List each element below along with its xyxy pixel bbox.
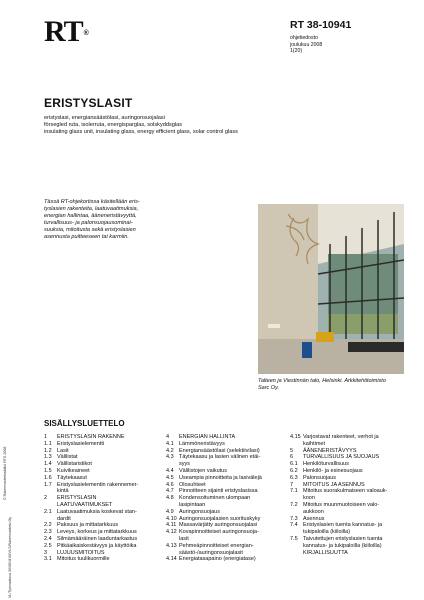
toc-entry-text: dardit xyxy=(57,515,71,522)
toc-entry[interactable] xyxy=(290,543,408,550)
toc-entry-text: Useampia pinnoitteita ja lasivälejä xyxy=(179,474,262,481)
toc-entry-text: Pehmeäpinnoitteiset energian- xyxy=(179,542,254,549)
toc-entry-text: Mitoitus tuulikuormille xyxy=(57,556,110,563)
toc-entry-text: Eristyslasien tuenta kannatus- ja xyxy=(303,522,383,529)
toc-entry-number: 1.3 xyxy=(44,454,52,461)
building-interior-photo xyxy=(258,204,404,374)
toc-entry-number: 1.2 xyxy=(44,447,52,454)
toc-entry[interactable] xyxy=(166,516,284,523)
subtitle-swedish: försegled ruta, isolerruta, energisparglas, solskyddsglas xyxy=(44,122,183,129)
toc-entry-number xyxy=(166,502,179,509)
toc-entry[interactable] xyxy=(290,468,408,475)
toc-entry-text: Eristyslasielementti xyxy=(57,440,105,447)
toc-entry-text: Täytekaasut xyxy=(57,474,87,481)
toc-column-1 xyxy=(44,434,162,563)
intro-line: Tässä RT-ohjekortissa käsitellään eris- xyxy=(44,199,140,205)
toc-entry-number: 4.3 xyxy=(166,454,174,461)
toc-entry-number: 4 xyxy=(166,434,170,440)
toc-entry-number: 5 xyxy=(290,447,294,454)
toc-entry-number: 6 xyxy=(290,454,294,461)
toc-entry-number xyxy=(44,502,57,509)
toc-entry-text: LAATUVAATIMUKSET xyxy=(57,501,113,508)
toc-entry-text: Auringonsuojaus xyxy=(179,508,220,515)
toc-entry-number xyxy=(166,536,179,543)
toc-entry-number: 2.2 xyxy=(44,522,52,529)
toc-entry-text: kannatus- ja tukipaloilla (kiiloilla) xyxy=(303,542,382,549)
toc-entry-text: Pitkäaikaiskestävyys ja käyttöika xyxy=(57,542,137,549)
toc-entry[interactable] xyxy=(166,441,284,448)
toc-entry[interactable] xyxy=(44,434,162,441)
intro-line: tyslasien rakenteita, laatuvaatimuksia, xyxy=(44,206,139,213)
toc-entry[interactable] xyxy=(290,441,408,448)
toc-entry[interactable] xyxy=(44,454,162,461)
toc-entry[interactable] xyxy=(44,550,162,557)
photo-caption xyxy=(258,378,398,392)
toc-entry-text: Laatuvaatimuksia koskevat stan- xyxy=(57,508,137,515)
toc-entry[interactable] xyxy=(290,502,408,509)
toc-entry-text: säästö-/auringonsuojalasit xyxy=(179,549,243,556)
toc-entry-text: Kovapinnoitteiset auringonsuoja- xyxy=(179,529,259,536)
toc-entry-text: ERISTYSLASIN xyxy=(57,495,97,502)
toc-entry-number xyxy=(290,495,303,502)
toc-entry[interactable] xyxy=(166,434,284,441)
toc-entry[interactable] xyxy=(166,550,284,557)
toc-entry[interactable] xyxy=(166,475,284,482)
toc-entry[interactable] xyxy=(290,516,408,523)
toc-entry[interactable] xyxy=(290,529,408,536)
toc-entry[interactable] xyxy=(166,556,284,563)
toc-entry-text: lasipintaan xyxy=(179,501,206,508)
toc-entry-number: 6.2 xyxy=(290,467,298,474)
toc-entry[interactable] xyxy=(166,543,284,550)
toc-entry-text: Taivutettujen eristyslasien tuenta xyxy=(303,535,383,542)
toc-entry-number xyxy=(290,529,303,536)
toc-entry[interactable] xyxy=(44,529,162,536)
intro-line: energian hallintaa, ääneneristävyyttä, xyxy=(44,213,137,220)
meta-type: ohjetiedosto xyxy=(290,35,318,41)
toc-entry[interactable] xyxy=(166,482,284,489)
toc-entry[interactable] xyxy=(290,454,408,461)
toc-entry-text: Kuivikeaineet xyxy=(57,467,90,474)
toc-entry-number: 4.15 xyxy=(290,434,301,440)
toc-entry[interactable] xyxy=(290,448,408,455)
toc-entry-text: kaihtimet xyxy=(303,440,326,447)
toc-entry-number: 1 xyxy=(44,434,48,440)
toc-entry-number: 6.1 xyxy=(290,461,298,468)
subtitle-english: insulating glass unit, insulating glass, energy efficient glass, solar control glass xyxy=(44,129,238,136)
toc-entry[interactable] xyxy=(166,536,284,543)
toc-entry-text: KIRJALLISUUTTA xyxy=(303,549,348,556)
intro-paragraph xyxy=(44,199,166,242)
toc-entry[interactable] xyxy=(166,495,284,502)
toc-entry-number: 6.3 xyxy=(290,474,298,481)
toc-entry[interactable] xyxy=(290,482,408,489)
toc-entry-number: 1.5 xyxy=(44,467,52,474)
toc-entry-text: Henkilö- ja esinesuojaus xyxy=(303,467,363,474)
toc-entry-number: 4.12 xyxy=(166,529,177,536)
toc-entry[interactable] xyxy=(166,461,284,468)
toc-entry-number: 7.1 xyxy=(290,488,298,495)
toc-entry-number: 4.10 xyxy=(166,515,177,522)
toc-entry-number: 7.3 xyxy=(290,515,298,522)
page-title: ERISTYSLASIT xyxy=(44,96,133,110)
toc-entry-text: tukipaloilla (kiiloilla) xyxy=(303,529,351,536)
toc-entry-text: Varjostavat rakenteet, verhot ja xyxy=(303,434,379,440)
toc-entry-text: Palonsuojaus xyxy=(303,474,337,481)
toc-entry-text: Paksuus ja mittatarkkuus xyxy=(57,522,119,529)
toc-entry-number: 7 xyxy=(290,481,294,488)
toc-entry[interactable] xyxy=(166,509,284,516)
toc-entry[interactable] xyxy=(44,502,162,509)
toc-entry-text: Massavärjätty auringonsuojalasi xyxy=(179,522,258,529)
toc-entry-number: 4.13 xyxy=(166,542,177,549)
toc-entry-number: 2.4 xyxy=(44,535,52,542)
toc-entry[interactable] xyxy=(166,454,284,461)
meta-date: joulukuu 2008 xyxy=(290,41,323,48)
toc-entry[interactable] xyxy=(44,441,162,448)
toc-entry-number: 4.14 xyxy=(166,556,177,563)
toc-entry-number: 4.1 xyxy=(166,440,174,447)
toc-entry-number xyxy=(166,550,179,557)
caption-line: Sarc Oy. xyxy=(258,385,279,391)
toc-entry[interactable] xyxy=(290,536,408,543)
toc-entry-text: Kondensoituminen ulompaan xyxy=(179,495,251,502)
toc-entry-text: Silmämääräinen laaduntarkastus xyxy=(57,535,138,542)
toc-entry-text: Olosuhteet xyxy=(179,481,206,488)
toc-entry-text: Eristyslasielementin rakennemer- xyxy=(57,481,139,488)
toc-entry-text: ÄÄNENERISTÄVYYS xyxy=(303,447,357,454)
toc-entry[interactable] xyxy=(44,543,162,550)
toc-entry-number: 3.1 xyxy=(44,556,52,563)
toc-entry-text: Energiatasapaino (energiatase) xyxy=(179,556,256,563)
toc-entry-text: Täytekaasu ja lasien välinen etäi- xyxy=(179,454,261,461)
toc-entry-number: 7.4 xyxy=(290,522,298,529)
toc-entry-number: 3 xyxy=(44,549,48,556)
toc-entry[interactable] xyxy=(44,488,162,495)
toc-entry-text: Leveys, korkeus ja mittatarkkuus xyxy=(57,529,137,536)
toc-entry-number xyxy=(44,516,57,523)
toc-entry[interactable] xyxy=(44,509,162,516)
toc-entry-number: 4.8 xyxy=(166,495,174,502)
photo-illustration xyxy=(258,204,404,374)
document-number: RT 38-10941 xyxy=(290,19,352,31)
toc-entry[interactable] xyxy=(166,488,284,495)
toc-entry-number: 1.6 xyxy=(44,474,52,481)
toc-entry-text: Lasit xyxy=(57,447,69,454)
caption-line: Talteen ja Viestinnän talo, Helsinki. Arkkitehtitoimisto xyxy=(258,378,386,384)
toc-entry[interactable] xyxy=(166,502,284,509)
toc-entry-text: ENERGIAN HALLINTA xyxy=(179,434,236,440)
toc-entry-text: Energiansäästölasi (selektiivilasi) xyxy=(179,447,260,454)
toc-entry[interactable] xyxy=(44,556,162,563)
toc-entry-text: ERISTYSLASIN RAKENNE xyxy=(57,434,125,440)
toc-entry-number xyxy=(290,543,303,550)
rt-logo: RT® xyxy=(44,15,88,48)
toc-entry-number xyxy=(290,509,303,516)
toc-entry[interactable] xyxy=(166,522,284,529)
toc-entry-text: lasit xyxy=(179,535,189,542)
meta-page: 1(20) xyxy=(290,48,303,55)
toc-entry-text: Auringonsuojalasien suorituskyky xyxy=(179,515,261,522)
intro-line: asennusta puitteeseen tai karmiin. xyxy=(44,234,129,241)
toc-entry[interactable] xyxy=(44,468,162,475)
toc-entry[interactable] xyxy=(44,482,162,489)
toc-entry[interactable] xyxy=(166,448,284,455)
toc-entry-text: MITOITUS JA ASENNUS xyxy=(303,481,365,488)
toc-entry-number: 4.7 xyxy=(166,488,174,495)
toc-entry-number xyxy=(290,441,303,448)
toc-entry[interactable] xyxy=(290,550,408,557)
toc-entry-number: 1.1 xyxy=(44,440,52,447)
toc-entry[interactable] xyxy=(166,529,284,536)
toc-entry-number: 1.7 xyxy=(44,481,52,488)
toc-entry-text: Välilistaristikot xyxy=(57,461,92,468)
toc-entry-text: aukkoon xyxy=(303,508,324,515)
toc-entry-number: 2 xyxy=(44,495,48,502)
toc-entry-text: Asennus xyxy=(303,515,325,522)
toc-title: SISÄLLYSLUETTELO xyxy=(44,419,125,428)
toc-entry[interactable] xyxy=(44,522,162,529)
toc-entry[interactable] xyxy=(290,488,408,495)
toc-entry-number: 4.6 xyxy=(166,481,174,488)
toc-entry-number: 2.3 xyxy=(44,529,52,536)
toc-entry-number xyxy=(290,550,303,557)
toc-entry-number: 4.9 xyxy=(166,508,174,515)
toc-column-3 xyxy=(290,434,408,556)
toc-entry-text: Välilistojen vaikutus xyxy=(179,467,227,474)
toc-entry-number: 4.5 xyxy=(166,474,174,481)
toc-entry[interactable] xyxy=(44,475,162,482)
toc-entry[interactable] xyxy=(44,536,162,543)
toc-entry-text: Henkilöturvallisuus xyxy=(303,461,349,468)
toc-entry-text: Mitoitus muunmuotoiseen valo- xyxy=(303,501,380,508)
toc-entry[interactable] xyxy=(290,434,408,441)
toc-entry[interactable] xyxy=(44,461,162,468)
toc-entry-text: Lämmöneristävyys xyxy=(179,440,225,447)
subtitle-finnish: eristyslasi, energiansäästölasi, auringonsuojalasi xyxy=(44,115,165,121)
toc-entry[interactable] xyxy=(44,495,162,502)
toc-entry[interactable] xyxy=(290,475,408,482)
toc-entry-number: 7.5 xyxy=(290,535,298,542)
toc-entry-number: 1.4 xyxy=(44,461,52,468)
subtitle-block xyxy=(44,115,238,137)
toc-entry[interactable] xyxy=(44,448,162,455)
toc-entry[interactable] xyxy=(166,468,284,475)
toc-entry-number: 2.1 xyxy=(44,508,52,515)
toc-entry-text: TURVALLISUUS JA SUOJAUS xyxy=(303,454,380,461)
toc-entry-number xyxy=(166,461,179,468)
toc-entry-number: 7.2 xyxy=(290,501,298,508)
toc-entry-text: Pinnoitteen sijainti eristyslasissa xyxy=(179,488,258,495)
toc-entry[interactable] xyxy=(290,509,408,516)
toc-column-2 xyxy=(166,434,284,563)
side-copyright: © Rakennustietosäätiö RTS 2008 xyxy=(3,446,7,500)
toc-entry-number: 4.4 xyxy=(166,467,174,474)
document-meta xyxy=(290,35,322,55)
toc-entry[interactable] xyxy=(290,461,408,468)
side-print-info: VL/Työmaatuva 30/08/1100/VLS/Rakennustieto Oy xyxy=(8,516,12,598)
toc-entry-number: 2.5 xyxy=(44,542,52,549)
toc-entry-text: LUJUUSMITOITUS xyxy=(57,549,105,556)
toc-entry[interactable] xyxy=(44,516,162,523)
toc-entry-text: Välilistat xyxy=(57,454,78,461)
toc-entry-number xyxy=(44,488,57,495)
toc-entry[interactable] xyxy=(290,495,408,502)
toc-entry-text: Mitoitus suorakulmaiseen valoauk- xyxy=(303,488,388,495)
toc-entry-text: kintä xyxy=(57,488,69,495)
toc-entry-number: 4.11 xyxy=(166,522,177,529)
intro-line: suuksia, mitoitusta sekä eristyslasien xyxy=(44,227,136,234)
toc-entry-text: koon xyxy=(303,495,315,502)
toc-entry-number: 4.2 xyxy=(166,447,174,454)
intro-line: turvallisuus- ja palonsuojausominai- xyxy=(44,220,133,227)
toc-entry[interactable] xyxy=(290,522,408,529)
toc-entry-text: syys xyxy=(179,461,190,468)
